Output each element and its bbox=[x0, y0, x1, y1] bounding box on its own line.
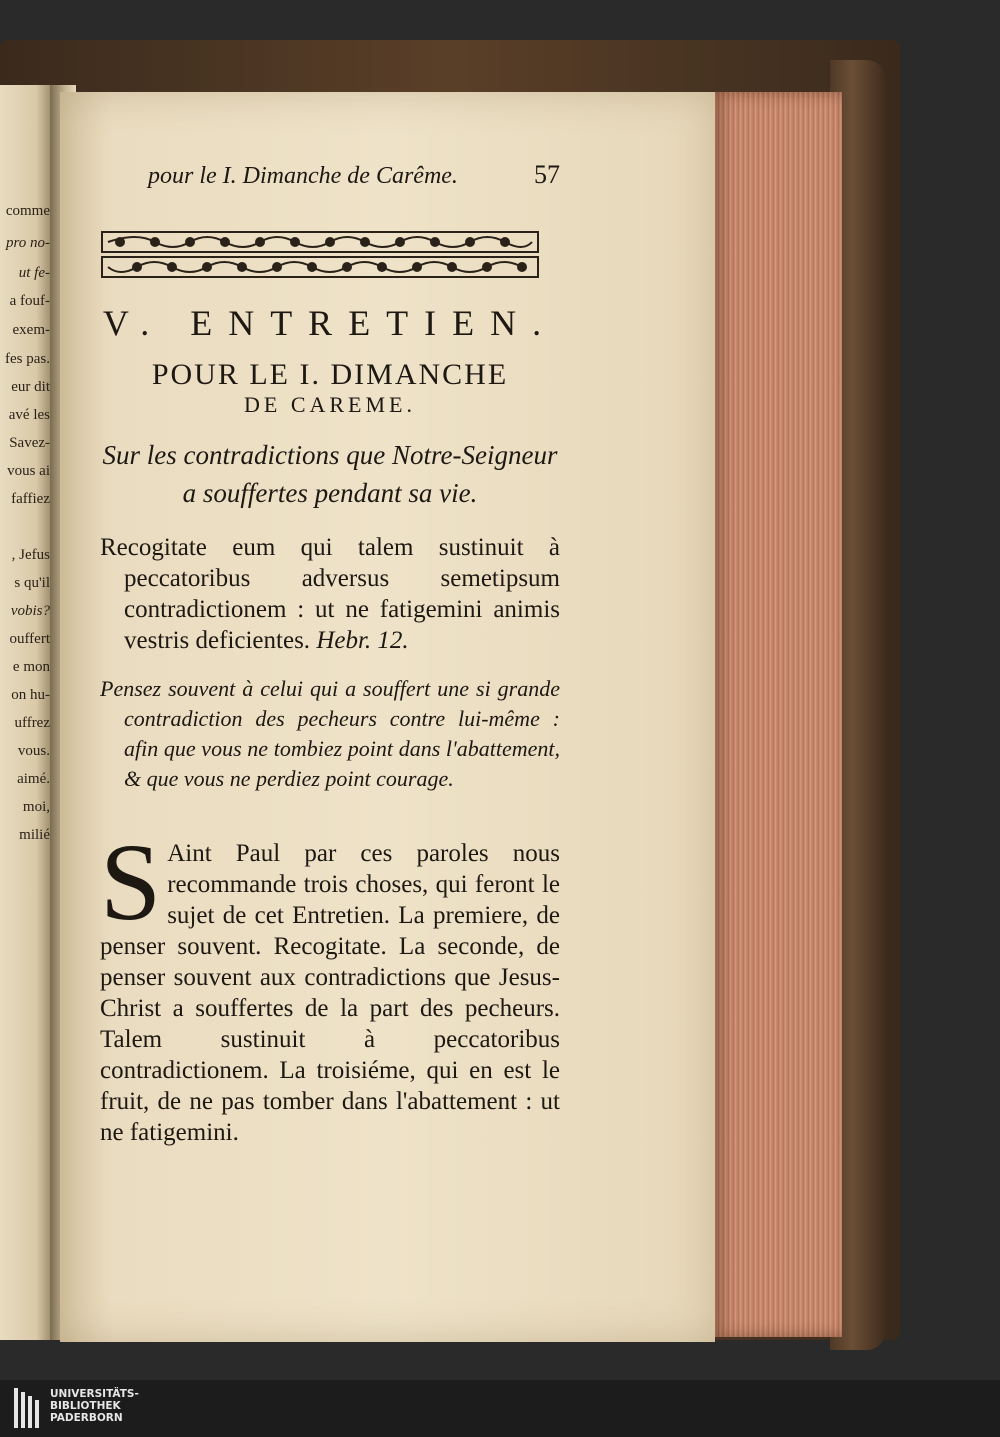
left-line: exem- bbox=[12, 322, 50, 338]
library-logo-icon bbox=[14, 1388, 44, 1428]
page-edges bbox=[712, 92, 842, 1337]
left-line: ut fe- bbox=[18, 265, 50, 281]
left-page-fragment bbox=[0, 85, 52, 1340]
chapter-subtitle-2: DE CAREME. bbox=[244, 392, 416, 417]
left-line: comme bbox=[5, 203, 50, 219]
left-line: faffiez bbox=[11, 491, 50, 507]
body-text: Aint Paul par ces paroles nous recommande trois choses, qui feront le sujet de cet Entretien. La premiere, de penser souvent. Recogitate. La seconde, de penser souvent aux contradictions que Jesus-Christ a souffertes de la part des pecheurs. Talem sustinuit à peccatoribus contradictionem. La troisiéme, qui en est le fruit, de ne pas tomber dans l'abattement : ut ne fatigemini. bbox=[100, 840, 560, 1146]
left-line: s qu'il bbox=[14, 575, 50, 591]
body-paragraph bbox=[100, 821, 560, 1148]
left-line: vous. bbox=[17, 743, 50, 759]
left-line: on hu- bbox=[11, 687, 50, 703]
left-line: eur dit bbox=[11, 379, 50, 395]
left-line: vous ai bbox=[7, 463, 50, 479]
left-line: uffrez bbox=[14, 715, 50, 731]
left-line: ouffert bbox=[9, 631, 50, 647]
page-number: 57 bbox=[534, 160, 560, 189]
french-translation: Pensez souvent à celui qui a souffert une si grande contradiction des pecheurs contre lui-même : afin que vous ne tombiez point dans l'abattement, & que vous ne perdiez point courage. bbox=[100, 676, 560, 791]
left-line: moi, bbox=[22, 799, 50, 815]
left-line: e mon bbox=[12, 659, 50, 675]
footer-bar bbox=[0, 1380, 1000, 1437]
logo-line: BIBLIOTHEK bbox=[50, 1400, 121, 1412]
left-line: vobis? bbox=[10, 603, 50, 619]
left-line: avé les bbox=[8, 407, 50, 423]
chapter-title: V. ENTRETIEN. bbox=[102, 303, 558, 343]
left-line: , Jefus bbox=[11, 547, 50, 563]
latin-reference: Hebr. 12. bbox=[316, 627, 409, 654]
ornamental-header-band bbox=[100, 230, 540, 280]
left-line: aimé. bbox=[17, 771, 50, 787]
chapter-theme: Sur les contradictions que Notre-Seigneur a souffertes pendant sa vie. bbox=[102, 440, 558, 508]
left-line: pro no- bbox=[5, 235, 50, 251]
left-line: a fouf- bbox=[9, 293, 50, 309]
library-logo-text bbox=[50, 1388, 139, 1424]
running-head-title: pour le I. Dimanche de Carême. bbox=[148, 163, 458, 189]
running-head bbox=[100, 160, 560, 190]
left-line: fes pas. bbox=[5, 351, 50, 367]
logo-line: UNIVERSITÄTS- bbox=[50, 1388, 139, 1400]
chapter-subtitle: POUR LE I. DIMANCHE bbox=[151, 358, 509, 391]
left-line: Savez- bbox=[9, 435, 50, 451]
latin-epigraph bbox=[100, 532, 560, 656]
left-line: milié bbox=[19, 827, 50, 843]
drop-cap: S bbox=[100, 821, 162, 943]
logo-line: PADERBORN bbox=[50, 1412, 123, 1424]
page-content bbox=[100, 160, 560, 1148]
latin-text: Recogitate eum qui talem sustinuit à peccatoribus adversus semetipsum contradictionem : ut ne fatigemini animis vestris deficientes. bbox=[100, 534, 560, 654]
